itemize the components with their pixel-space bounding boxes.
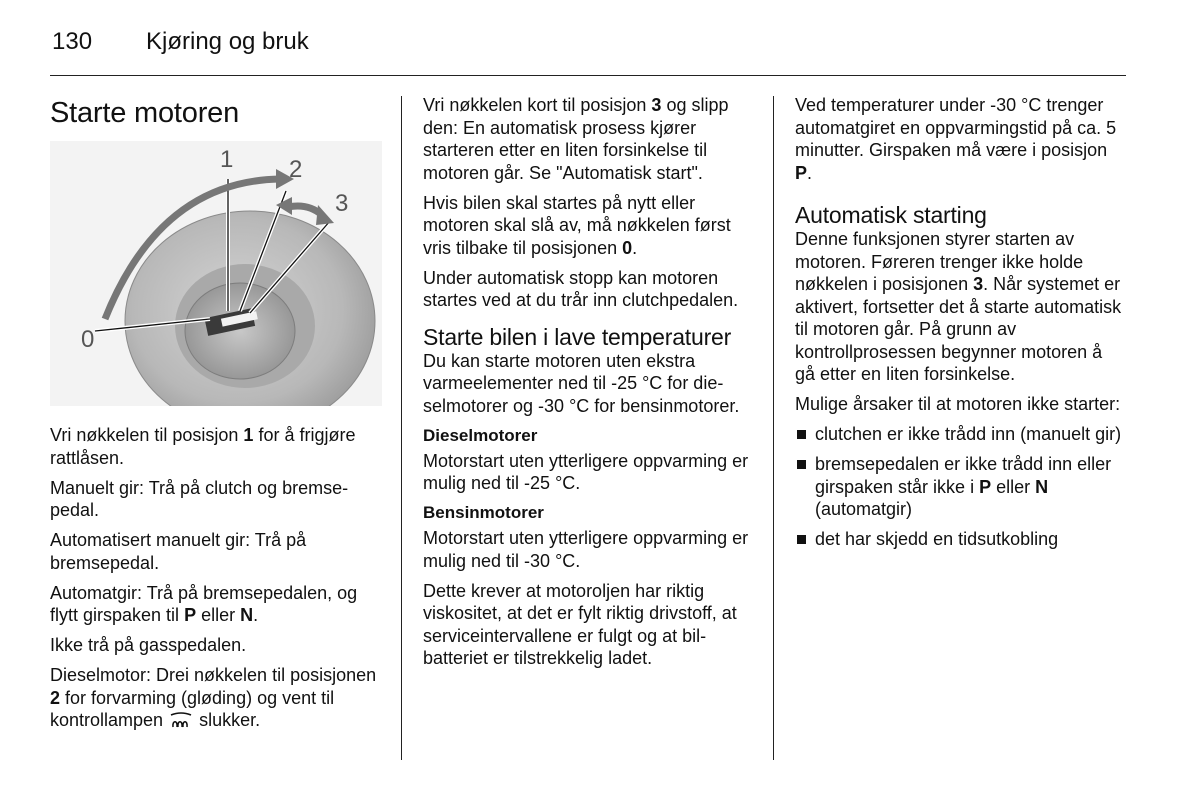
list-item: det har skjedd en tidsutkobling — [795, 528, 1127, 551]
position-0-label: 0 — [81, 326, 95, 353]
column-1 — [50, 94, 386, 741]
column-divider — [773, 96, 774, 760]
paragraph: Du kan starte motoren uten ekstra varmeelementer ned til -25 °C for dieselmotorer og -30 °C for bensinmotorer. — [423, 350, 740, 416]
paragraph: Automatisert manuelt gir: Trå på bremsepedal. — [50, 530, 307, 573]
paragraph: Ved temperaturer under -30 °C trenger automatgiret en oppvarmingstid på ca. 5 minutter. Girspaken må være i posisjon P. — [795, 95, 1117, 183]
page-heading: Starte motoren — [50, 97, 240, 129]
column-3 — [795, 94, 1127, 558]
paragraph: Manuelt gir: Trå på clutch og bremsepedal. — [50, 477, 349, 520]
position-1-label: 1 — [220, 146, 234, 173]
paragraph: Vri nøkkelen til posisjon 1 for å frigjøre rattlåsen. — [50, 425, 356, 468]
position-2-label: 2 — [289, 156, 303, 183]
subheading-petrol: Bensinmotorer — [423, 503, 544, 522]
paragraph: Vri nøkkelen kort til posisjon 3 og slipp den: En automatisk prosess kjører starteren etter en liten forsinkelse til motoren går. Se "Automatisk start". — [423, 95, 729, 183]
paragraph: Under automatisk stopp kan motoren startes ved at du trår inn clutchpedalen. — [423, 267, 739, 310]
position-3-label: 3 — [335, 190, 349, 217]
subheading-automatic-starting: Automatisk starting — [795, 202, 987, 228]
bullet-square-icon — [797, 460, 806, 469]
subheading-diesel: Dieselmotorer — [423, 425, 538, 445]
list-item: bremsepedalen er ikke trådd inn eller girspaken står ikke i P eller N (automatgir) — [795, 453, 1127, 521]
paragraph: Ikke trå på gasspedalen. — [50, 635, 247, 655]
paragraph: Motorstart uten ytterligere oppvarming er mulig ned til -25 °C. — [423, 450, 749, 493]
column-2 — [423, 94, 757, 677]
bullet-square-icon — [797, 430, 806, 439]
bullet-square-icon — [797, 535, 806, 544]
header-rule — [50, 75, 1126, 76]
paragraph: Motorstart uten ytterligere oppvarming er mulig ned til -30 °C. — [423, 528, 749, 571]
ignition-figure — [50, 141, 382, 406]
subheading-low-temperature: Starte bilen i lave temperaturer — [423, 323, 732, 350]
ignition-switch-illustration — [50, 141, 382, 406]
paragraph: Dette krever at motoroljen har riktig viskositet, at det er fylt riktig drivstoff, at serviceintervallene er fulgt og at bilbatteriet er tilstrekkelig ladet. — [423, 580, 737, 668]
paragraph: Mulige årsaker til at motoren ikke starter: — [795, 394, 1121, 414]
page-number: 130 — [52, 28, 93, 55]
list-item: clutchen er ikke trådd inn (manuelt gir) — [795, 423, 1127, 446]
paragraph: Denne funksjonen styrer starten av motoren. Føreren trenger ikke holde nøkkelen i posisjonen 3. Når systemet er aktivert, fortsetter det å starte automatisk til motoren går. På grunn av kontrollprosessen begynner motoren å gå etter en liten forsinkelse. — [795, 229, 1122, 384]
ignition-cylinder — [185, 283, 295, 379]
paragraph: Automatgir: Trå på bremsepedalen, og flytt girspaken til P eller N. — [50, 582, 358, 625]
paragraph: Hvis bilen skal startes på nytt eller motoren skal slå av, må nøkkelen først vris tilbake til posisjonen 0. — [423, 192, 731, 258]
cause-list — [795, 423, 1127, 551]
column-divider — [401, 96, 402, 760]
paragraph: Dieselmotor: Drei nøkkelen til posisjonen 2 for forvarming (gløding) og vent til kontrollampen slukker. — [50, 664, 386, 734]
glow-plug-indicator-icon — [170, 711, 192, 734]
page-header — [52, 24, 309, 60]
section-title: Kjøring og bruk — [146, 28, 309, 55]
